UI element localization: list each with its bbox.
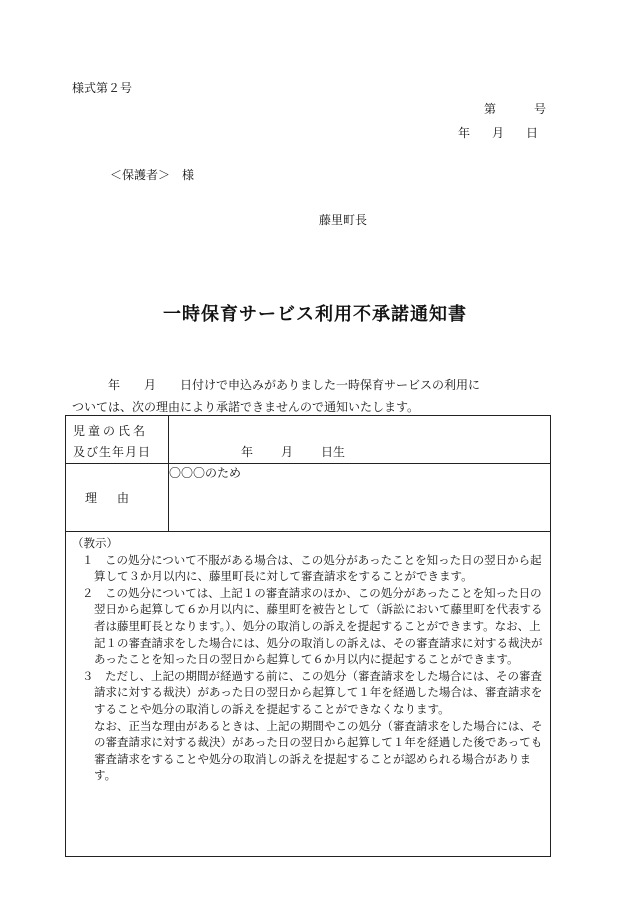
notice-item-1: １ この処分について不服がある場合は、この処分があったことを知った日の翌日から起算して３か月以内に、藤里町長に対して審査請求をすることができます。 — [82, 552, 542, 584]
issue-date — [458, 124, 538, 141]
notice-cell — [66, 532, 551, 857]
notice-item-2: ２ この処分については、上記１の審査請求のほか、この処分があったことを知った日の翌日から起算して６か月以内に、藤里町を被告として（訴訟において藤里町を代表する者は藤里町長となります。）、処分の取消しの訴えを提起することができます。なお、上記１の審査請求をした場合には、処分の取消しの訴えは、その審査請求に対する裁決があったことを知った日の翌日から起算して６か月以内に提起することができます。 — [82, 585, 543, 667]
name-label-cell — [66, 416, 169, 464]
issuer: 藤里町長 — [319, 213, 368, 227]
name-value-cell — [169, 416, 551, 464]
document-number-go: 号 — [534, 102, 547, 116]
notice-item-3: ３ ただし、上記の期間が経過する前に、この処分（審査請求をした場合には、その審査請求に対する裁決）があった日の翌日から起算して１年を経過した場合は、審査請求をすることや処分の取消しの訴えを提起することができなくなります。 — [82, 668, 543, 716]
name-row — [66, 416, 551, 464]
addressee: ＜保護者＞ 様 — [110, 168, 195, 182]
document-number-dai: 第 — [484, 102, 497, 116]
intro-line-1: 年 月 日付けで申込みがありました一時保育サービスの利用に — [72, 378, 481, 392]
name-label-line-2: 及び生年月日 — [73, 445, 152, 459]
notice-item-3b: なお、正当な理由があるときは、上記の期間やこの処分（審査請求をした場合には、その審査請求に対する裁決）があった日の翌日から起算して１年を経過した後であっても審査請求をすることや処分の取消しの訴えを提起することが認められる場合があります。 — [94, 718, 543, 783]
intro-line-2: ついては、次の理由により承諾できませんので通知いたします。 — [72, 400, 420, 414]
issue-date-year: 年 — [458, 126, 471, 140]
notice-table — [65, 415, 551, 857]
notice-row — [66, 532, 551, 857]
document-title: 一時保育サービス利用不承諾通知書 — [163, 304, 467, 325]
birth-month: 月 — [281, 445, 294, 459]
birth-year: 年 — [241, 445, 254, 459]
reason-value: 〇〇〇のため — [169, 464, 551, 532]
issue-date-day: 日 — [526, 126, 539, 140]
form-number: 様式第２号 — [72, 81, 133, 95]
reason-label: 理由 — [66, 464, 169, 532]
issue-date-month: 月 — [492, 126, 505, 140]
reason-row — [66, 464, 551, 532]
name-label-line-1: 児童の氏名 — [73, 424, 149, 438]
intro-text — [72, 374, 552, 418]
document-number — [484, 100, 547, 117]
birth-day: 日生 — [321, 445, 346, 459]
notice-heading: （教示） — [72, 536, 118, 550]
